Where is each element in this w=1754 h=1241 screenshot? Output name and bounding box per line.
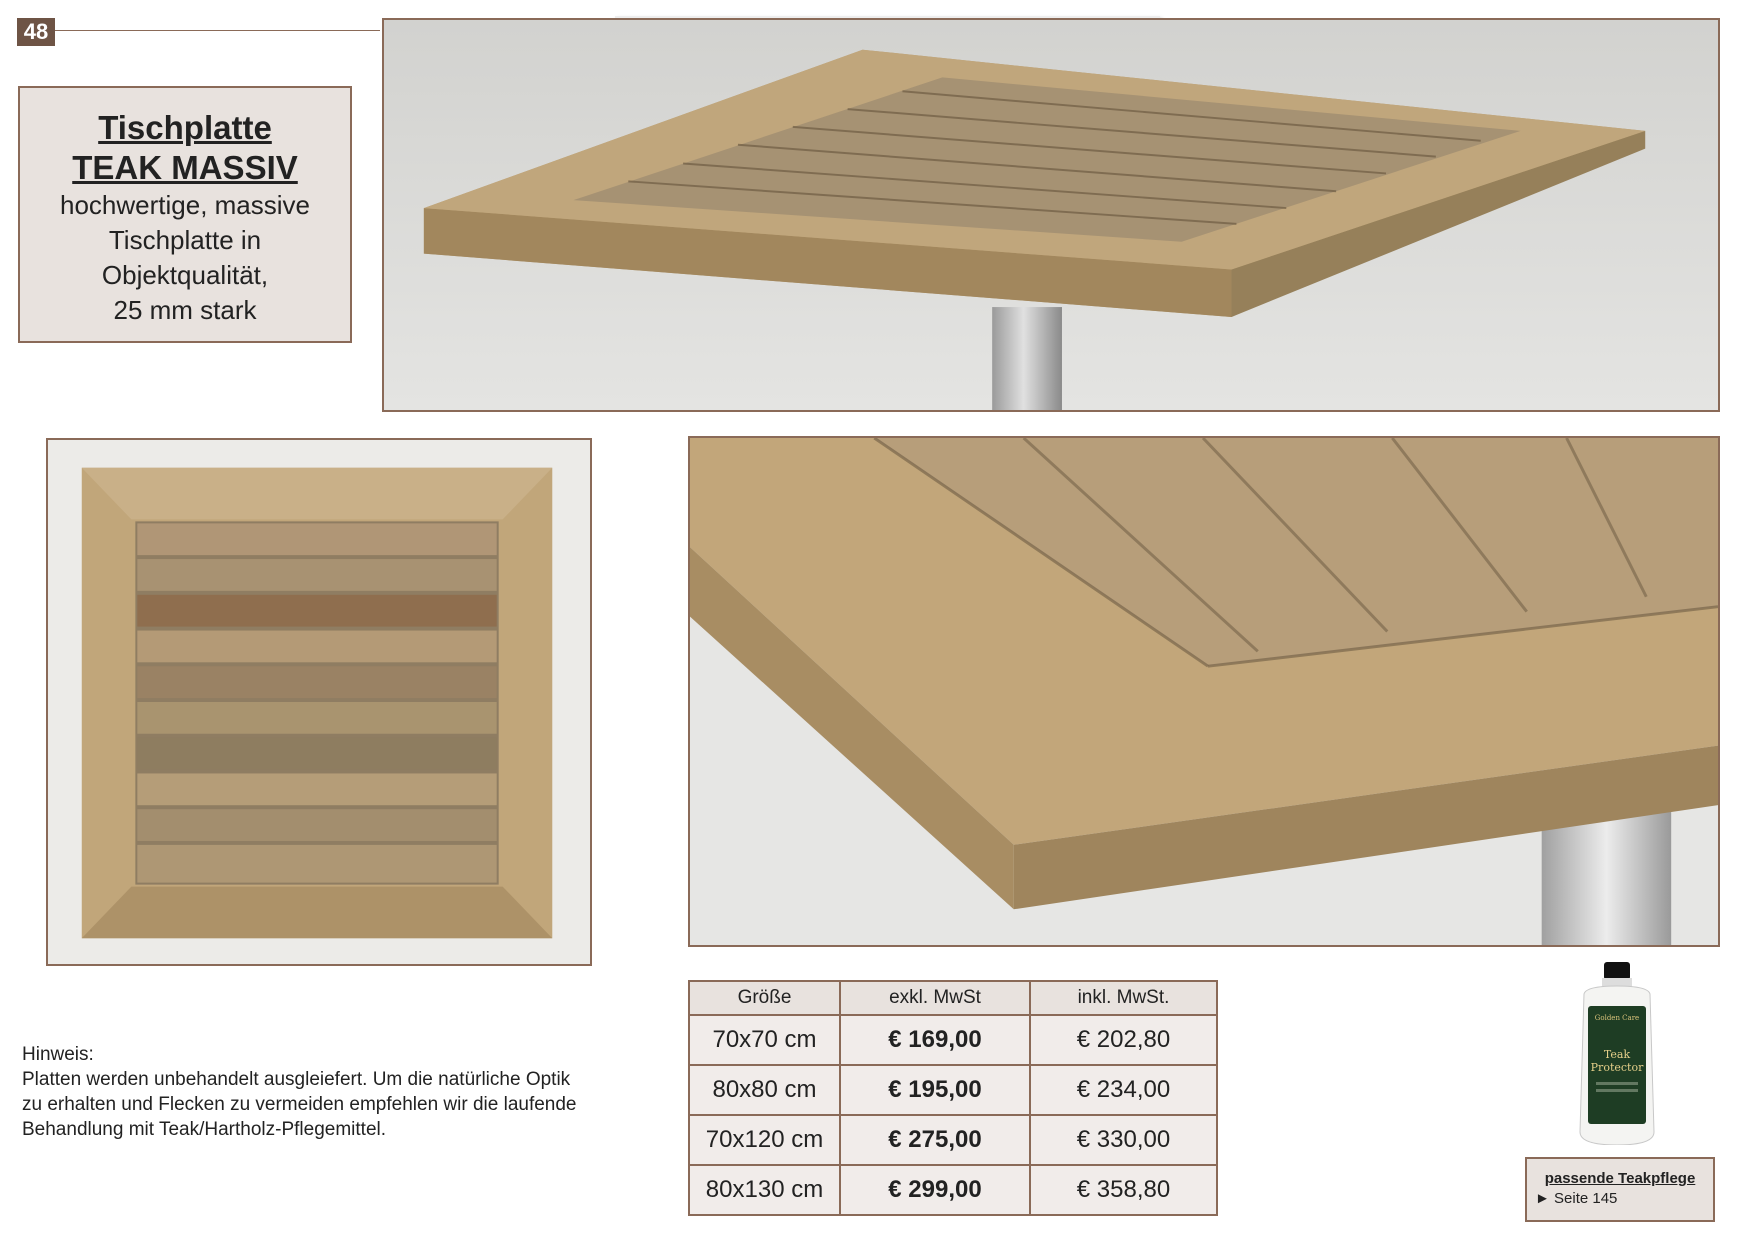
care-page-ref: ► Seite 145 <box>1535 1190 1618 1207</box>
product-title: Tischplatte <box>98 109 272 146</box>
price-incl-cell: € 234,00 <box>1030 1065 1217 1115</box>
care-reference-box <box>1525 1157 1715 1222</box>
header-rule <box>55 30 380 31</box>
page-number: 48 <box>17 18 55 46</box>
bottle-name: Protector <box>1590 1061 1644 1074</box>
size-cell: 70x70 cm <box>689 1015 840 1065</box>
column-header-incl-vat: inkl. MwSt. <box>1030 981 1217 1015</box>
photo-table-perspective <box>382 18 1720 412</box>
hint-line: Platten werden unbehandelt ausgleiefert. Um die natürliche Optik <box>22 1069 571 1090</box>
size-cell: 70x120 cm <box>689 1115 840 1165</box>
column-header-size: Größe <box>689 981 840 1015</box>
product-description-line: hochwertige, massive <box>60 190 310 220</box>
price-excl-cell: € 195,00 <box>840 1065 1030 1115</box>
table-row <box>689 1065 1217 1115</box>
hint-line: zu erhalten und Flecken zu vermeiden empfehlen wir die laufende <box>22 1094 577 1115</box>
column-header-excl-vat: exkl. MwSt <box>840 981 1030 1015</box>
hint-line: Behandlung mit Teak/Hartholz-Pflegemittel. <box>22 1119 387 1140</box>
product-name: TEAK MASSIV <box>72 149 298 186</box>
table-row <box>689 1015 1217 1065</box>
photo-table-topview <box>46 438 592 966</box>
hint-text <box>22 1042 642 1142</box>
product-description-line: 25 mm stark <box>113 295 257 325</box>
product-title-box <box>18 86 352 343</box>
table-header-row <box>689 981 1217 1015</box>
size-cell: 80x80 cm <box>689 1065 840 1115</box>
bottle-brand: Golden Care <box>1594 1014 1640 1022</box>
product-description-line: Objektqualität, <box>101 260 269 290</box>
photo-table-corner <box>688 436 1720 947</box>
price-table <box>688 980 1218 1216</box>
price-excl-cell: € 169,00 <box>840 1015 1030 1065</box>
price-excl-cell: € 275,00 <box>840 1115 1030 1165</box>
price-incl-cell: € 330,00 <box>1030 1115 1217 1165</box>
care-link[interactable]: passende Teakpflege <box>1544 1170 1696 1187</box>
product-description-line: Tischplatte in <box>108 225 262 255</box>
table-row <box>689 1115 1217 1165</box>
hint-heading: Hinweis: <box>22 1044 94 1065</box>
price-excl-cell: € 299,00 <box>840 1165 1030 1215</box>
price-incl-cell: € 202,80 <box>1030 1015 1217 1065</box>
price-incl-cell: € 358,80 <box>1030 1165 1217 1215</box>
bottle-name: Teak <box>1603 1048 1631 1061</box>
teak-protector-bottle-image <box>1572 962 1662 1145</box>
size-cell: 80x130 cm <box>689 1165 840 1215</box>
table-row <box>689 1165 1217 1215</box>
